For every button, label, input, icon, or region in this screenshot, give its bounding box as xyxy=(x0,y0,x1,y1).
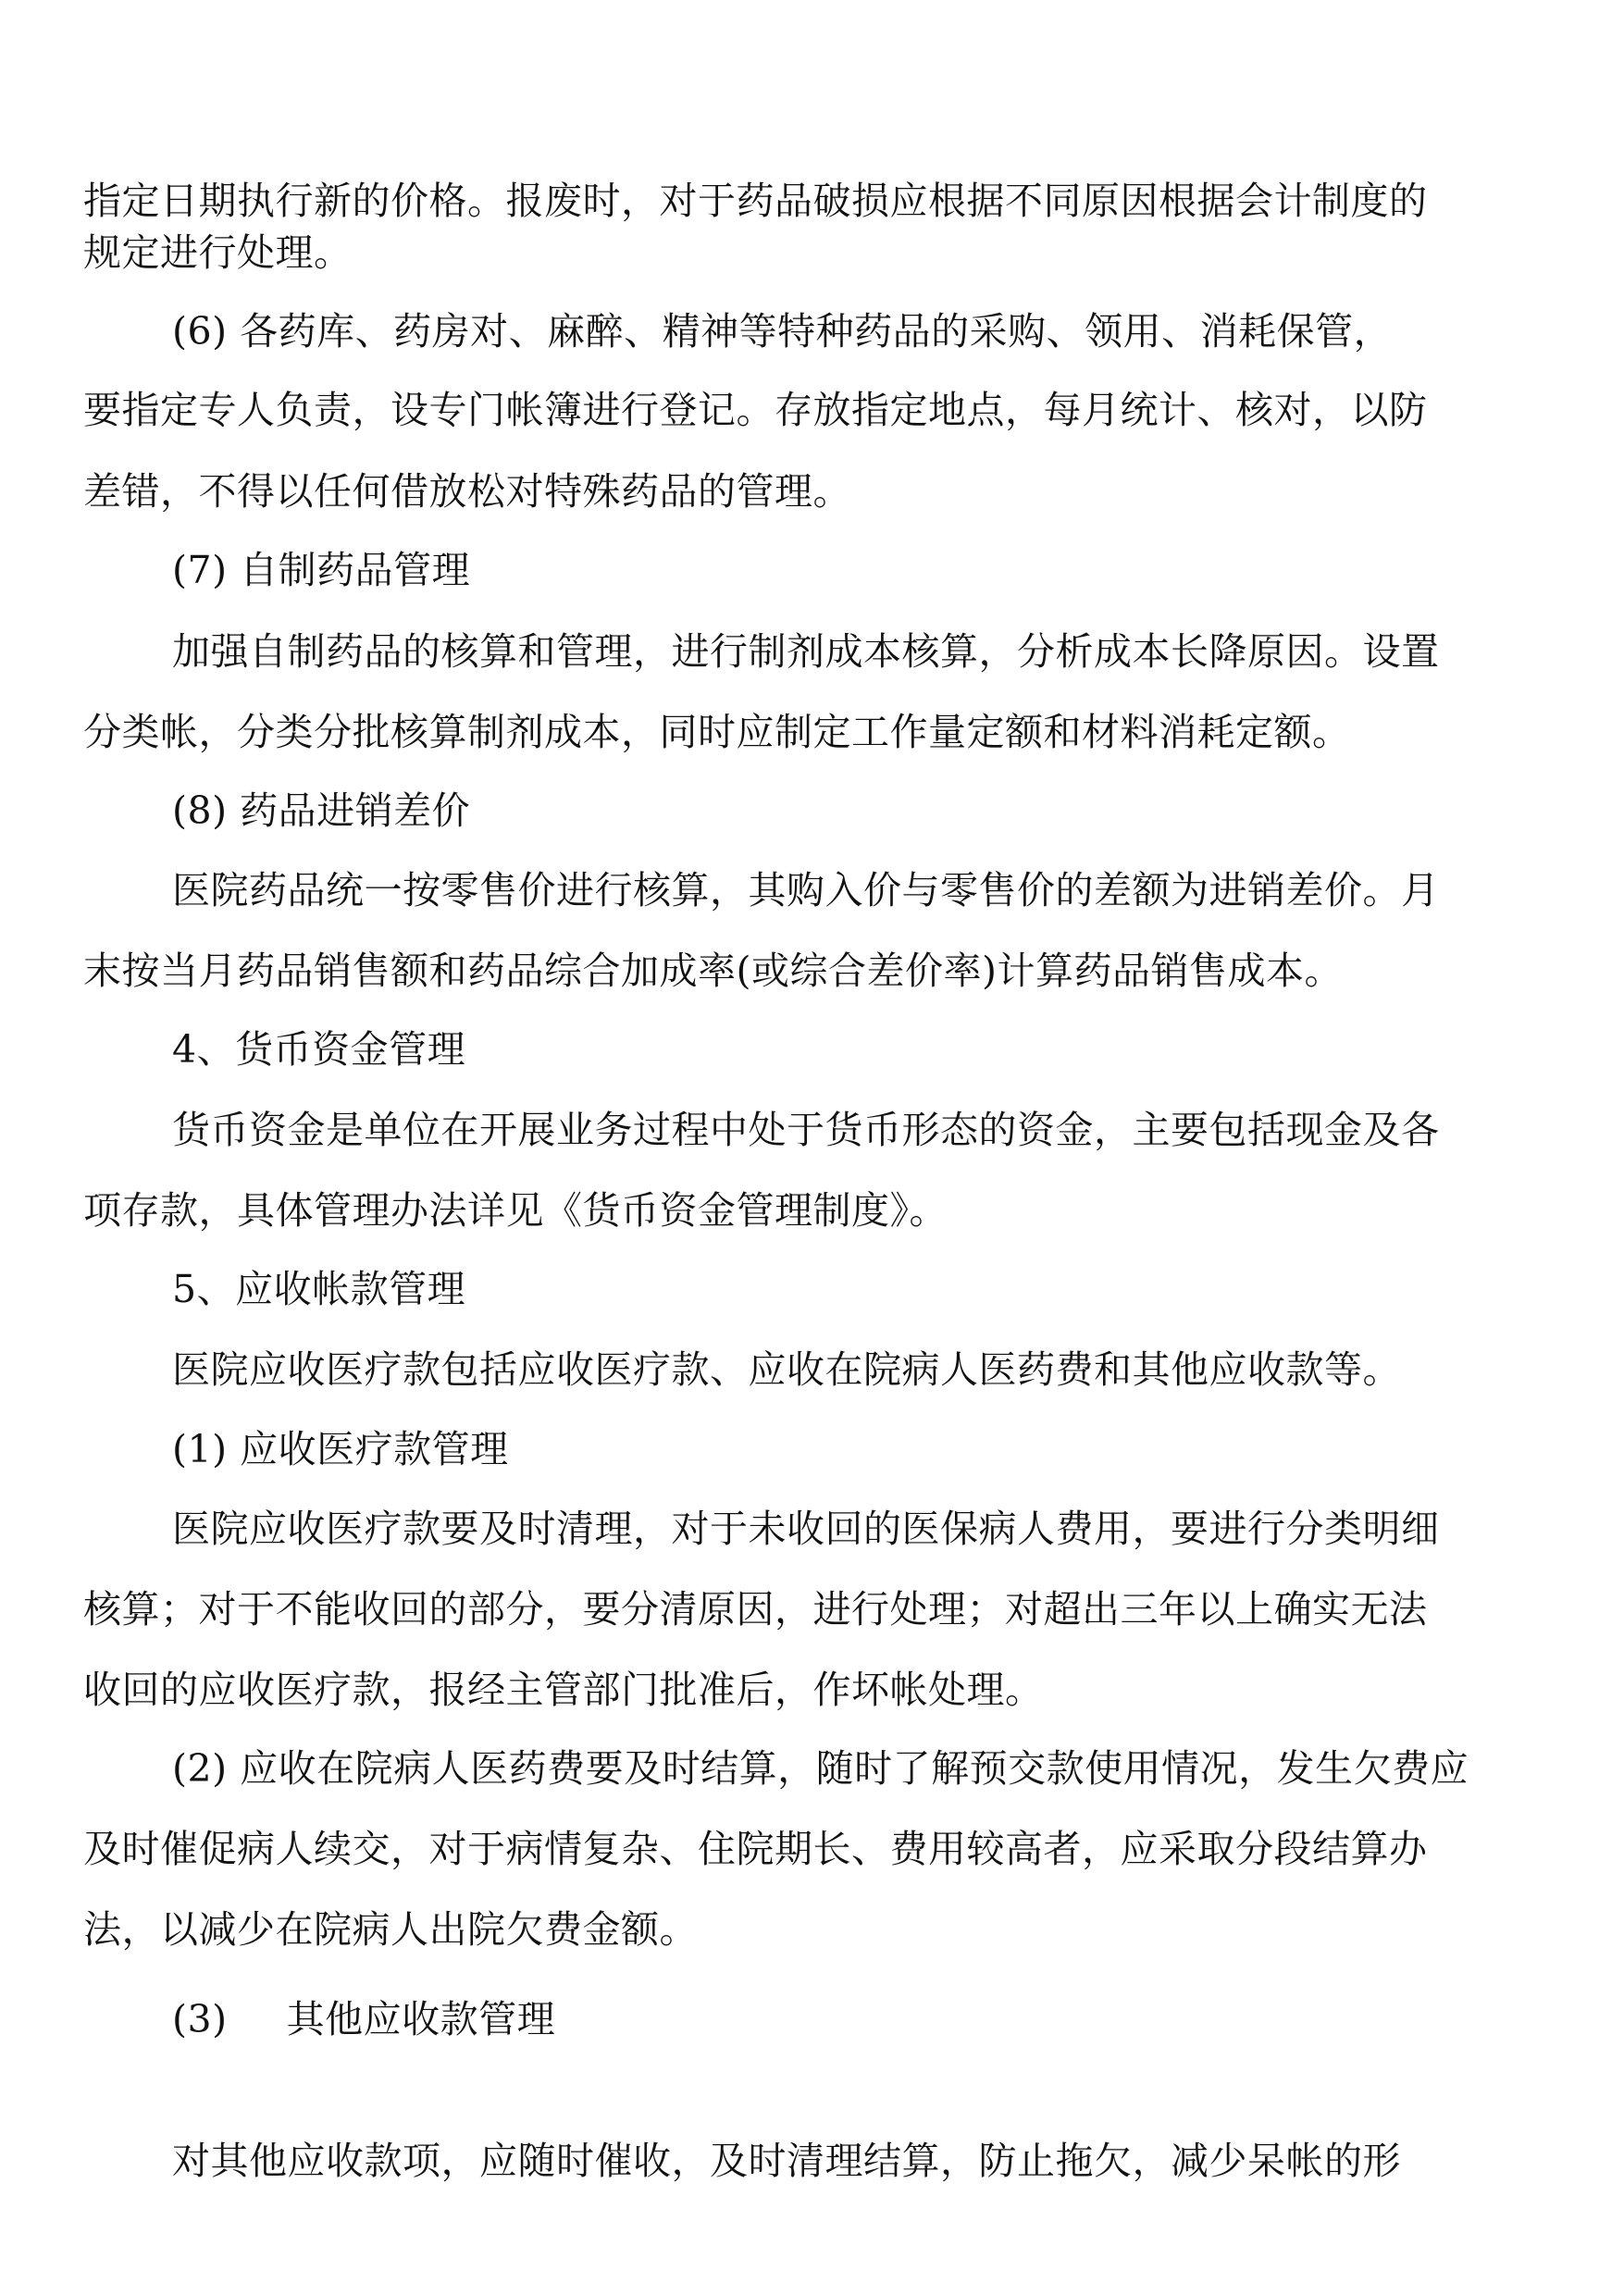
section-heading: (8) 药品进销差价 xyxy=(172,788,471,833)
text-line: 加强自制药品的核算和管理，进行制剂成本核算，分析成本长降原因。设置 xyxy=(172,629,1440,674)
text-line: 医院应收医疗款要及时清理，对于未收回的医保病人费用，要进行分类明细 xyxy=(172,1507,1440,1551)
text-line: 医院药品统一按零售价进行核算，其购入价与零售价的差额为进销差价。月 xyxy=(172,868,1440,912)
text-line: 项存款，具体管理办法详见《货币资金管理制度》。 xyxy=(83,1188,948,1233)
text-line: 货币资金是单位在开展业务过程中处于货币形态的资金，主要包括现金及各 xyxy=(172,1108,1440,1152)
section-heading xyxy=(172,1993,555,2045)
text-line: 末按当月药品销售额和药品综合加成率(或综合差价率)计算药品销售成本。 xyxy=(83,949,1343,993)
section-heading: (7) 自制药品管理 xyxy=(172,548,471,592)
item-title: 其他应收款管理 xyxy=(286,1997,556,2041)
section-heading: 4、货币资金管理 xyxy=(172,1027,466,1072)
text-line: (2) 应收在院病人医药费要及时结算，随时了解预交款使用情况，发生欠费应 xyxy=(172,1746,1469,1791)
text-line: (6) 各药库、药房对、麻醉、精神等特种药品的采购、领用、消耗保管， xyxy=(172,309,1393,354)
text-line: 指定日期执行新的价格。报废时，对于药品破损应根据不同原因根据会计制度的 xyxy=(83,179,1428,223)
text-line: 对其他应收款项，应随时催收，及时清理结算，防止拖欠，减少呆帐的形 xyxy=(172,2139,1401,2183)
item-number: (3) xyxy=(172,1997,228,2041)
text-line: 收回的应收医疗款，报经主管部门批准后，作坏帐处理。 xyxy=(83,1668,1044,1712)
text-line: 医院应收医疗款包括应收医疗款、应收在院病人医药费和其他应收款等。 xyxy=(172,1347,1401,1392)
text-line: 核算；对于不能收回的部分，要分清原因，进行处理；对超出三年以上确实无法 xyxy=(83,1587,1428,1631)
text-line: 要指定专人负责，设专门帐簿进行登记。存放指定地点，每月统计、核对，以防 xyxy=(83,388,1428,432)
text-line: 差错，不得以任何借放松对特殊药品的管理。 xyxy=(83,469,851,514)
text-line: 分类帐，分类分批核算制剂成本，同时应制定工作量定额和材料消耗定额。 xyxy=(83,710,1351,754)
section-heading: 5、应收帐款管理 xyxy=(172,1267,466,1311)
section-heading: (1) 应收医疗款管理 xyxy=(172,1427,509,1471)
text-line: 及时催促病人续交，对于病情复杂、住院期长、费用较高者，应采取分段结算办 xyxy=(83,1827,1428,1871)
text-line: 法，以减少在院病人出院欠费金额。 xyxy=(83,1907,698,1952)
text-line: 规定进行处理。 xyxy=(83,230,353,275)
